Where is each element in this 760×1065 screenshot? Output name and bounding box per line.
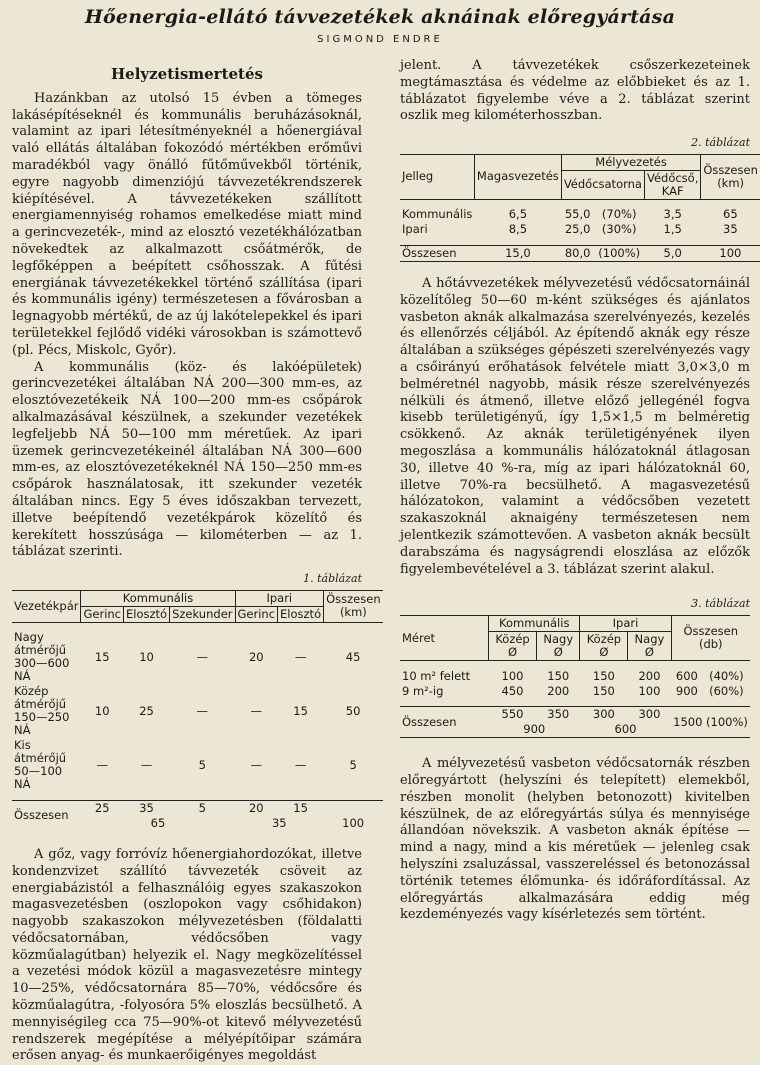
table-header: Nagy Ø [537, 632, 580, 661]
table-header: Közép Ø [580, 632, 628, 661]
table-2 [400, 154, 760, 262]
table-header: Jelleg [402, 169, 434, 184]
right-column [400, 58, 758, 924]
table-header: Védőcsatorna [561, 170, 644, 199]
table-header: Nagy Ø [628, 632, 671, 661]
table-row: Kommunális 6,5 55,0 (70%) 3,5 65 [402, 207, 738, 222]
table-header: Összesen (km) [701, 154, 760, 199]
table-header: Ipari [580, 616, 671, 632]
table-header: Közép Ø [489, 632, 537, 661]
left-column [12, 58, 381, 1065]
article-title: Hőenergia-ellátó távvezetékek aknáinak előregyártása [84, 6, 676, 28]
table-row: Kis átmérőjű 50—100 NÁ — — 5 — — 5 [14, 738, 357, 792]
table-header: Kommunális [81, 590, 235, 606]
paragraph: A gőz, vagy forróvíz hőenergiahordozókat, illetve kondenzvizet szállító távvezeték csöveit az energiabázistól a felhasználóig egyes szakaszokon magasvezetésben (oszlopokon vagy csőhidakon) nagyobb szakaszokon mélyvezetésben (földalatti védőcsatornában, védőcsőben vagy közműalagútban) helyezik el. Nagy megközelítéssel a vezetési módok közül a magasvezetésre mintegy 10—25%, védőcsatornára 85—70%, védőcsőre és közműalagútra, -folyosóra 5% eloszlás becsülhető. A mennyiségileg cca 75—90%-ot kitevő mélyvezetésű rendszerek megépítése a mélyépítőipar számára erősen anyag- és munkaerőigényes megoldást [12, 846, 362, 1064]
table-total-row: Összesen 550 350 300 300 1500 (100%) [400, 707, 750, 723]
table-row: Közép átmérőjű 150—250 NÁ 10 25 — — 15 50 [14, 684, 361, 738]
table-total-row: Összesen 15,0 80,0 (100%) 5,0 100 [400, 245, 760, 261]
section-heading: Helyzetismertetés [111, 65, 263, 83]
table1-caption: 1. táblázat [303, 572, 362, 586]
paragraph: A kommunális (köz- és lakóépületek) gerincvezetékei általában NÁ 200—300 mm-es, az elosztóvezetékeik NÁ 100—200 mm-es csőpárok alkalmazásával készülnek, a szekunder vezetékek legfeljebb NÁ 50—100 mm méretűek. Az ipari üzemek gerincvezetékeinél általában NÁ 300—600 mm-es, az elosztóvezetékeknél NÁ 150—250 mm-es csőpárok használatosak, itt szekunder vezeték általában nincs. Egy 5 éves időszakban tervezett, illetve beépítendő vezetékpárok közelítő és kerekített hosszúsága — kilométerben — az 1. táblázat szerinti. [12, 359, 362, 560]
table-header: Összesen (db) [671, 616, 750, 661]
table-row: Ipari 8,5 25,0 (30%) 1,5 35 [402, 222, 738, 237]
table-header: Kommunális [489, 616, 580, 632]
table-header: Védőcső, KAF [644, 170, 700, 199]
table-total-row: 900 600 [400, 722, 750, 738]
table-1 [12, 590, 383, 831]
table-header: Elosztó [124, 606, 170, 622]
table-3 [400, 615, 750, 738]
paragraph: A hőtávvezetékek mélyvezetésű védőcsatornáinál közelítőleg 50—60 m-ként szükséges és ajánlatos vasbeton aknák alkalmazása szerelvényezés, kezelés és ellenőrzés céljából. Az építendő aknák egy része általában a szükséges gépészeti szerelvényezés vagy a csőirányú erőhatások felvétele miatt 3,0×3,0 m belméretnél nagyobb, másik része szerelvényezés nélküli és átmenő, illetve előző jellegénél fogva kisebb területigényű, így 1,5×1,5 m belméretig csökkenő. Az aknák területigényének ilyen megoszlása a kommunális hálózatoknál átlagosan 30, illetve 40 %-ra, míg az ipari hálózatoknál 60, illetve 70%-ra becsülhető. A magasvezetésű hálózatokon, valamint a védőcsőben vezetett szakaszoknál aknaigény természetesen nem jelentkezik számottevően. A vasbeton aknák becsült darabszáma és nagyságrendi eloszlása az előzők figyelembevételével a 3. táblázat szerint alakul. [400, 275, 750, 577]
table-total-row: Összesen 25 35 5 20 15 [12, 800, 383, 816]
table-header: Összesen (km) [324, 590, 383, 622]
table-header: Vezetékpár [14, 598, 79, 613]
table2-caption: 2. táblázat [691, 136, 750, 150]
paragraph: A mélyvezetésű vasbeton védőcsatornák részben előregyártott (helyszíni és telepített) elemekből, részben monolit (helyben betonozott) kivitelben készülnek, de az előregyártás súlya és mennyisége állandóan növekszik. A vasbeton aknák építése — mind a nagy, mind a kis méretűek — jelenleg csak helyszíni zsaluzással, vasszereléssel és betonozással történik tetemes élőmunka- és időráfordítással. Az előregyártás alkalmazására eddig még kezdeményezés vagy kísérletezés sem történt. [400, 756, 750, 923]
table-header: Elosztó [278, 606, 324, 622]
table-total-row: 65 35 100 [150, 815, 365, 830]
table-header: Gerinc [235, 606, 278, 622]
article-author: SIGMOND ENDRE [317, 34, 443, 45]
paragraph: jelent. A távvezetékek csőszerkezeteinek megtámasztása és védelme az előbbieket és az 1. táblázatot figyelembe véve a 2. táblázat szerint oszlik meg kilométerhosszban. [400, 58, 750, 124]
table-row: 10 m² felett 100 150 150 200 600 (40%) [402, 668, 744, 683]
table-header: Szekunder [170, 606, 235, 622]
paragraph: Hazánkban az utolsó 15 évben a tömeges lakásépítéseknél és kommunális beruházásoknál, valamint az ipari létesítményeknél a hőenergiával való ellátás általában fokozódó mértékben erőművi maradékból vagy önálló fűtőművekből történik, egyre nagyobb dimenziójú távvezetékrendszerek kiépítésével. A távvezetékeken szállított energiamennyiség rohamos emelkedése miatt mind a gerincvezeték-, mind az elosztó vezetékhálózatban növekedtek az alkalmazott csőátmérők, de legfőképpen a beépített csőhosszak. A fűtési energiának távvezetékekkel történő szállítása (ipari és kommunális igény) természetesen a fővárosban a legnagyobb mértékű, de az új lakótelepekkel és ipari területekkel fejlődő vidéki városokban is számottevő (pl. Pécs, Miskolc, Győr). [12, 90, 362, 358]
table-header: Mélyvezetés [561, 154, 701, 170]
table3-caption: 3. táblázat [691, 597, 750, 611]
table-header: Méret [402, 630, 436, 645]
table-row: 9 m²-ig 450 200 150 100 900 (60%) [402, 683, 744, 698]
table-row: Nagy átmérőjű 300—600 NÁ 15 10 — 20 — 45 [14, 630, 361, 684]
table-header: Magasvezetés [474, 154, 561, 199]
table-header: Ipari [235, 590, 324, 606]
table-header: Gerinc [81, 606, 124, 622]
